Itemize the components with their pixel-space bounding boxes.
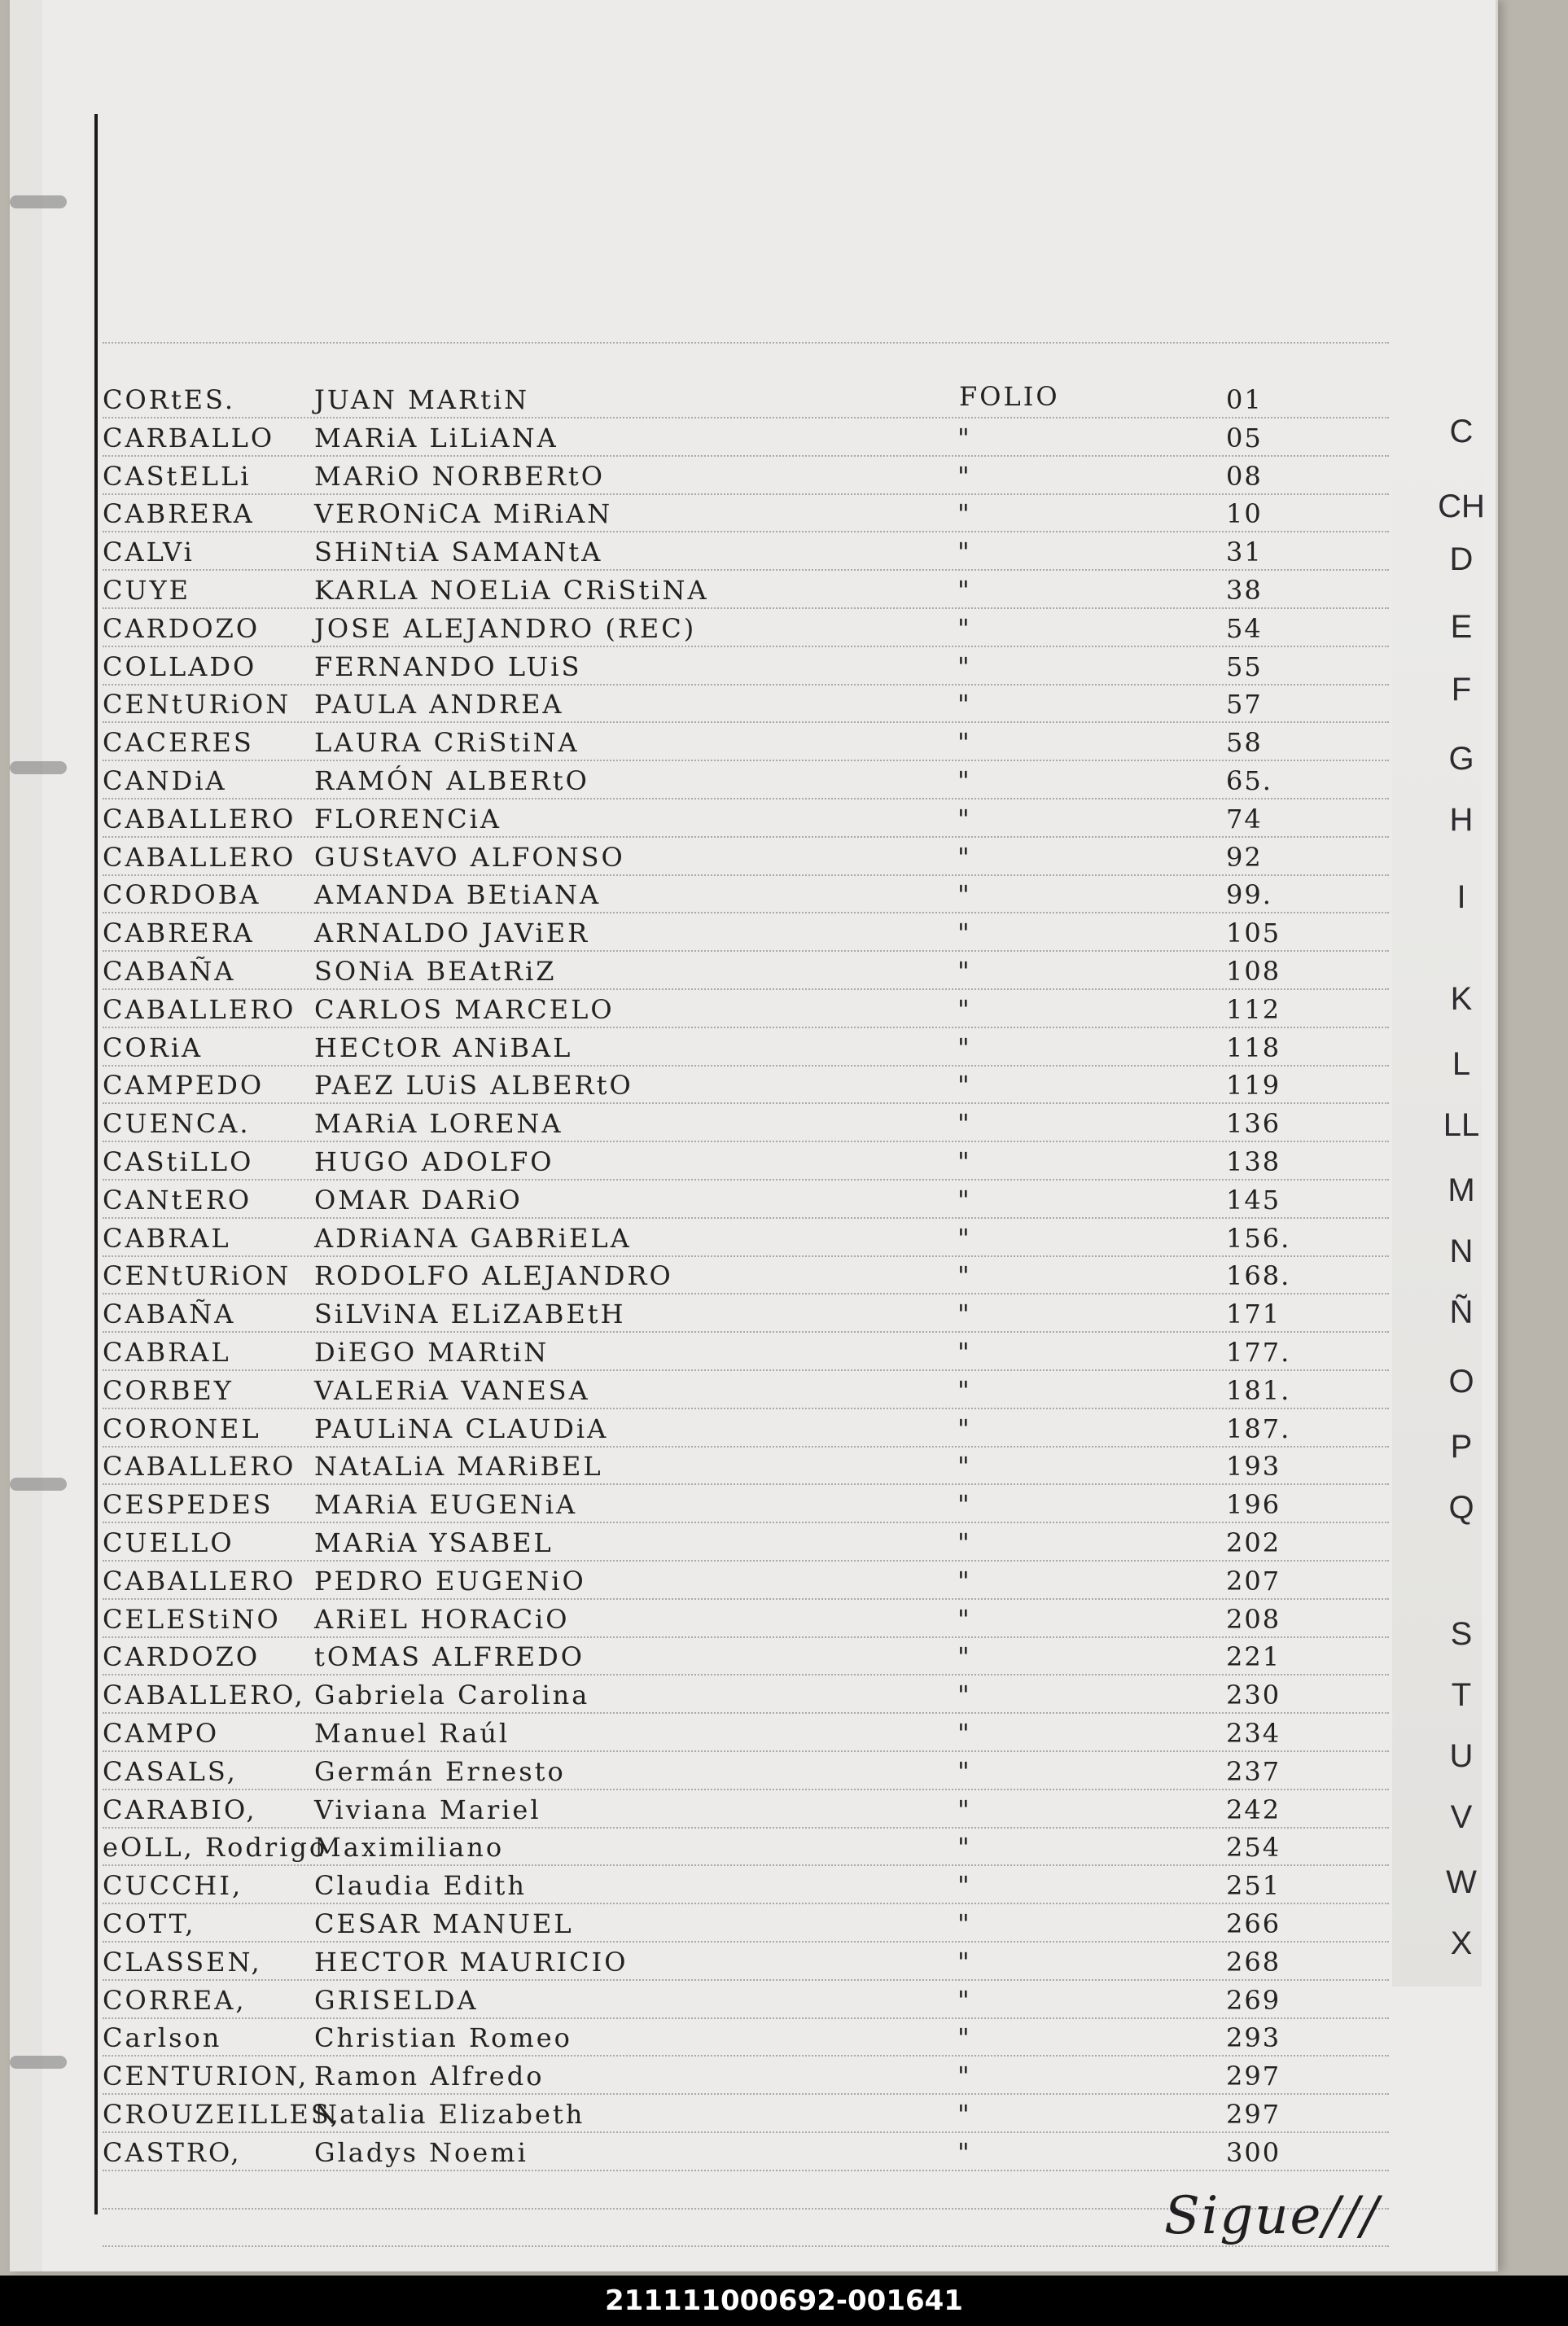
folio-number: 269 bbox=[1226, 1984, 1281, 2016]
first-name: AMANDA BEtiANA bbox=[314, 879, 602, 911]
list-item bbox=[103, 1980, 1389, 2017]
ditto-mark: " bbox=[957, 537, 970, 568]
folio-number: 08 bbox=[1226, 460, 1263, 492]
index-tab[interactable]: X bbox=[1450, 1925, 1473, 1961]
index-tab[interactable]: I bbox=[1456, 879, 1466, 915]
list-item bbox=[103, 799, 1389, 836]
folio-number: 193 bbox=[1226, 1451, 1281, 1483]
last-name: eOLL, Rodrigo bbox=[103, 1832, 328, 1864]
folio-number: 112 bbox=[1226, 993, 1281, 1025]
index-tab[interactable]: W bbox=[1446, 1864, 1477, 1900]
first-name: Maximiliano bbox=[314, 1832, 505, 1864]
ditto-mark: " bbox=[957, 1984, 970, 2016]
last-name: COLLADO bbox=[103, 650, 257, 682]
last-name: CABALLERO, bbox=[103, 1680, 305, 1711]
last-name: CABALLERO bbox=[103, 1565, 296, 1597]
first-name: Gladys Noemi bbox=[314, 2136, 528, 2168]
index-tab[interactable]: O bbox=[1448, 1364, 1474, 1400]
first-name: VERONiCA MiRiAN bbox=[314, 498, 613, 530]
list-item bbox=[103, 608, 1389, 646]
list-item bbox=[103, 418, 1389, 455]
ditto-mark: " bbox=[957, 918, 970, 949]
folio-number: 221 bbox=[1226, 1641, 1281, 1673]
last-name: CORtES. bbox=[103, 384, 235, 415]
folio-number: 105 bbox=[1226, 918, 1281, 949]
list-item bbox=[103, 646, 1389, 684]
index-tab[interactable]: P bbox=[1450, 1429, 1473, 1465]
list-item bbox=[103, 1789, 1389, 1827]
last-name: CAStiLLO bbox=[103, 1146, 254, 1177]
first-name: CARLOS MARCELO bbox=[314, 993, 615, 1025]
ditto-mark: " bbox=[957, 727, 970, 759]
first-name: JOSE ALEJANDRO (REC) bbox=[314, 612, 697, 644]
last-name: CESPEDES bbox=[103, 1489, 274, 1521]
list-item bbox=[103, 1713, 1389, 1750]
list-item bbox=[103, 760, 1389, 798]
last-name: CORiA bbox=[103, 1032, 204, 1063]
last-name: CAMPO bbox=[103, 1718, 220, 1749]
first-name: SHiNtiA SAMANtA bbox=[314, 537, 603, 568]
folio-number: 119 bbox=[1226, 1070, 1281, 1102]
folio-number: 293 bbox=[1226, 2022, 1281, 2054]
last-name: CUCCHI, bbox=[103, 1870, 243, 1902]
first-name: Christian Romeo bbox=[314, 2022, 572, 2054]
list-item bbox=[103, 1141, 1389, 1179]
ditto-mark: " bbox=[957, 1755, 970, 1787]
folio-number: 05 bbox=[1226, 422, 1263, 453]
ditto-mark: " bbox=[957, 1870, 970, 1902]
first-name: PAULiNA CLAUDiA bbox=[314, 1413, 609, 1444]
folio-number: 145 bbox=[1226, 1184, 1281, 1216]
first-name: Viviana Mariel bbox=[314, 1794, 541, 1825]
ditto-mark: " bbox=[957, 422, 970, 453]
list-item bbox=[103, 2132, 1389, 2170]
last-name: CARBALLO bbox=[103, 422, 275, 453]
last-name: CARABIO, bbox=[103, 1794, 257, 1825]
first-name: HECTOR MAURICIO bbox=[314, 1946, 629, 1978]
last-name: CABALLERO bbox=[103, 803, 296, 834]
ditto-mark: " bbox=[957, 575, 970, 606]
last-name: CORREA, bbox=[103, 1984, 247, 2016]
list-item bbox=[103, 1561, 1389, 1598]
list-item bbox=[103, 684, 1389, 721]
binding-strip bbox=[10, 0, 42, 2271]
index-tab[interactable]: Ñ bbox=[1449, 1294, 1474, 1330]
ditto-mark: " bbox=[957, 841, 970, 873]
folio-number: 234 bbox=[1226, 1718, 1281, 1749]
index-tab[interactable]: D bbox=[1449, 541, 1474, 577]
ditto-mark: " bbox=[957, 1832, 970, 1864]
folio-number: 01 bbox=[1226, 384, 1263, 415]
list-item bbox=[103, 1332, 1389, 1369]
folio-number: 136 bbox=[1226, 1108, 1281, 1140]
first-name: ARiEL HORACiO bbox=[314, 1603, 570, 1635]
first-name: MARiO NORBERtO bbox=[314, 460, 605, 492]
ditto-mark: " bbox=[957, 993, 970, 1025]
last-name: CABALLERO bbox=[103, 841, 296, 873]
last-name: CUENCA. bbox=[103, 1108, 251, 1140]
folio-number: 118 bbox=[1226, 1032, 1281, 1063]
first-name: MARiA EUGENiA bbox=[314, 1489, 578, 1521]
last-name: CABRAL bbox=[103, 1337, 231, 1368]
list-item bbox=[103, 1636, 1389, 1674]
ditto-mark: " bbox=[957, 879, 970, 911]
first-name: Gabriela Carolina bbox=[314, 1680, 590, 1711]
last-name: CORONEL bbox=[103, 1413, 261, 1444]
list-item bbox=[103, 874, 1389, 912]
index-tab[interactable]: V bbox=[1450, 1799, 1473, 1835]
last-name: CABAÑA bbox=[103, 956, 236, 987]
list-item bbox=[103, 2056, 1389, 2093]
list-item bbox=[103, 1180, 1389, 1217]
index-tab[interactable]: U bbox=[1449, 1738, 1474, 1774]
ditto-mark: " bbox=[957, 498, 970, 530]
ditto-mark: " bbox=[957, 1527, 970, 1558]
folio-number: 297 bbox=[1226, 2061, 1281, 2092]
index-tab[interactable]: Q bbox=[1448, 1490, 1474, 1526]
ditto-mark: " bbox=[957, 1184, 970, 1216]
first-name: SONiA BEAtRiZ bbox=[314, 956, 557, 987]
folio-number: 168. bbox=[1226, 1260, 1291, 1292]
folio-number: 181. bbox=[1226, 1374, 1291, 1406]
first-name: SiLViNA ELiZABEtH bbox=[314, 1299, 626, 1330]
binding-hole bbox=[10, 1478, 67, 1491]
index-tab[interactable]: M bbox=[1448, 1172, 1475, 1208]
index-tab[interactable]: F bbox=[1451, 672, 1472, 707]
ditto-mark: " bbox=[957, 956, 970, 987]
ditto-mark: " bbox=[957, 1680, 970, 1711]
ditto-mark: " bbox=[957, 1374, 970, 1406]
folio-number: 92 bbox=[1226, 841, 1263, 873]
last-name: CUYE bbox=[103, 575, 191, 606]
first-name: DiEGO MARtiN bbox=[314, 1337, 550, 1368]
ditto-mark: " bbox=[957, 803, 970, 834]
last-name: CORDOBA bbox=[103, 879, 261, 911]
index-tab[interactable]: T bbox=[1451, 1677, 1472, 1713]
first-name: KARLA NOELiA CRiStiNA bbox=[314, 575, 709, 606]
ditto-mark: " bbox=[957, 2022, 970, 2054]
last-name: CASTRO, bbox=[103, 2136, 242, 2168]
last-name: CROUZEILLES, bbox=[103, 2099, 341, 2130]
first-name: JUAN MARtiN bbox=[314, 384, 530, 415]
list-item bbox=[103, 2017, 1389, 2055]
list-item bbox=[103, 913, 1389, 950]
ditto-mark: " bbox=[957, 689, 970, 721]
folio-number: 74 bbox=[1226, 803, 1263, 834]
last-name: CASALS, bbox=[103, 1755, 238, 1787]
folio-number: 297 bbox=[1226, 2099, 1281, 2130]
ditto-mark: " bbox=[957, 1032, 970, 1063]
binding-hole bbox=[10, 195, 67, 208]
last-name: CARDOZO bbox=[103, 1641, 261, 1673]
folio-number: 57 bbox=[1226, 689, 1263, 721]
first-name: Natalia Elizabeth bbox=[314, 2099, 585, 2130]
index-tab[interactable]: LL bbox=[1443, 1107, 1480, 1143]
last-name: CABRAL bbox=[103, 1222, 231, 1254]
first-name: Manuel Raúl bbox=[314, 1718, 510, 1749]
first-name: GRISELDA bbox=[314, 1984, 479, 2016]
first-name: NAtALiA MARiBEL bbox=[314, 1451, 603, 1483]
index-tab[interactable]: CH bbox=[1438, 488, 1485, 524]
folio-number: 237 bbox=[1226, 1755, 1281, 1787]
last-name: COTT, bbox=[103, 1908, 196, 1939]
list-item bbox=[103, 1255, 1389, 1293]
last-name: CORBEY bbox=[103, 1374, 234, 1406]
last-name: CANtERO bbox=[103, 1184, 252, 1216]
last-name: CABALLERO bbox=[103, 1451, 296, 1483]
index-tab[interactable]: E bbox=[1450, 609, 1473, 645]
folio-number: 196 bbox=[1226, 1489, 1281, 1521]
ditto-mark: " bbox=[957, 612, 970, 644]
list-item bbox=[103, 532, 1389, 569]
last-name: CABRERA bbox=[103, 498, 255, 530]
last-name: CLASSEN, bbox=[103, 1946, 262, 1978]
ditto-mark: " bbox=[957, 1337, 970, 1368]
list-item bbox=[103, 1675, 1389, 1712]
folio-number: 54 bbox=[1226, 612, 1263, 644]
list-item bbox=[103, 837, 1389, 874]
list-item bbox=[103, 570, 1389, 607]
last-name: CENTURION, bbox=[103, 2061, 309, 2092]
first-name: Ramon Alfredo bbox=[314, 2061, 545, 2092]
ditto-mark: " bbox=[957, 765, 970, 796]
list-item bbox=[103, 1599, 1389, 1636]
folio-number: 300 bbox=[1226, 2136, 1281, 2168]
first-name: FERNANDO LUiS bbox=[314, 650, 582, 682]
index-tab[interactable]: H bbox=[1449, 802, 1474, 838]
first-name: LAURA CRiStiNA bbox=[314, 727, 580, 759]
last-name: CALVi bbox=[103, 537, 195, 568]
index-tab[interactable]: N bbox=[1449, 1233, 1474, 1269]
first-name: HECtOR ANiBAL bbox=[314, 1032, 573, 1063]
first-name: VALERiA VANESA bbox=[314, 1374, 590, 1406]
ditto-mark: " bbox=[957, 1718, 970, 1749]
ditto-mark: " bbox=[957, 1070, 970, 1102]
ruled-line bbox=[103, 342, 1389, 344]
folio-number: 138 bbox=[1226, 1146, 1281, 1177]
index-tab[interactable]: C bbox=[1449, 414, 1474, 449]
ditto-mark: " bbox=[957, 2061, 970, 2092]
footer-code: 211111000692-001641 bbox=[0, 2276, 1568, 2326]
folio-number: 242 bbox=[1226, 1794, 1281, 1825]
last-name: CANDiA bbox=[103, 765, 227, 796]
folio-number: 108 bbox=[1226, 956, 1281, 987]
ditto-mark: " bbox=[957, 1946, 970, 1978]
first-name: tOMAS ALFREDO bbox=[314, 1641, 585, 1673]
ditto-mark: " bbox=[957, 460, 970, 492]
index-tab[interactable]: S bbox=[1450, 1616, 1473, 1652]
list-item bbox=[103, 1446, 1389, 1483]
first-name: PEDRO EUGENiO bbox=[314, 1565, 586, 1597]
first-name: MARiA LiLiANA bbox=[314, 422, 558, 453]
folio-number: 31 bbox=[1226, 537, 1263, 568]
list-item bbox=[103, 2094, 1389, 2131]
folio-label: FOLIO bbox=[959, 381, 1060, 412]
last-name: CARDOZO bbox=[103, 612, 261, 644]
first-name: PAULA ANDREA bbox=[314, 689, 564, 721]
ruled-line bbox=[103, 2170, 1389, 2171]
list-item bbox=[103, 493, 1389, 531]
first-name: PAEZ LUiS ALBERtO bbox=[314, 1070, 633, 1102]
ditto-mark: " bbox=[957, 1908, 970, 1939]
ditto-mark: " bbox=[957, 1641, 970, 1673]
continuation-signature: Sigue/// bbox=[1164, 2186, 1381, 2246]
list-item bbox=[103, 1103, 1389, 1141]
first-name: MARiA YSABEL bbox=[314, 1527, 554, 1558]
ditto-mark: " bbox=[957, 2136, 970, 2168]
folio-number: 38 bbox=[1226, 575, 1263, 606]
folio-number: 10 bbox=[1226, 498, 1263, 530]
ditto-mark: " bbox=[957, 1222, 970, 1254]
list-item bbox=[103, 1027, 1389, 1065]
last-name: Carlson bbox=[103, 2022, 222, 2054]
last-name: CENtURiON bbox=[103, 689, 291, 721]
ditto-mark: " bbox=[957, 1603, 970, 1635]
ditto-mark: " bbox=[957, 1299, 970, 1330]
binding-hole bbox=[10, 761, 67, 774]
first-name: ADRiANA GABRiELA bbox=[314, 1222, 632, 1254]
list-item bbox=[103, 951, 1389, 988]
last-name: CENtURiON bbox=[103, 1260, 291, 1292]
folio-number: 99. bbox=[1226, 879, 1272, 911]
last-name: CABALLERO bbox=[103, 993, 296, 1025]
first-name: Claudia Edith bbox=[314, 1870, 527, 1902]
folio-number: 207 bbox=[1226, 1565, 1281, 1597]
list-item bbox=[103, 1484, 1389, 1522]
first-name: Germán Ernesto bbox=[314, 1755, 566, 1787]
ditto-mark: " bbox=[957, 1565, 970, 1597]
ditto-mark: " bbox=[957, 1413, 970, 1444]
ditto-mark: " bbox=[957, 1794, 970, 1825]
ditto-mark: " bbox=[957, 650, 970, 682]
list-item bbox=[103, 1370, 1389, 1408]
first-name: MARiA LORENA bbox=[314, 1108, 563, 1140]
list-item bbox=[103, 456, 1389, 493]
list-item bbox=[103, 722, 1389, 760]
last-name: CABRERA bbox=[103, 918, 255, 949]
margin-line bbox=[94, 114, 98, 2214]
list-item bbox=[103, 1827, 1389, 1864]
folio-number: 171 bbox=[1226, 1299, 1281, 1330]
list-item bbox=[103, 1294, 1389, 1331]
ditto-mark: " bbox=[957, 1260, 970, 1292]
folio-number: 268 bbox=[1226, 1946, 1281, 1978]
ditto-mark: " bbox=[957, 1489, 970, 1521]
folio-number: 202 bbox=[1226, 1527, 1281, 1558]
folio-number: 254 bbox=[1226, 1832, 1281, 1864]
folio-number: 177. bbox=[1226, 1337, 1291, 1368]
first-name: OMAR DARiO bbox=[314, 1184, 523, 1216]
index-tab[interactable]: K bbox=[1450, 981, 1473, 1017]
ditto-mark: " bbox=[957, 1451, 970, 1483]
list-item bbox=[103, 1408, 1389, 1446]
first-name: ARNALDO JAViER bbox=[314, 918, 590, 949]
list-item bbox=[103, 1751, 1389, 1789]
first-name: RODOLFO ALEJANDRO bbox=[314, 1260, 673, 1292]
list-item bbox=[103, 989, 1389, 1027]
list-item bbox=[103, 1942, 1389, 1979]
list-item bbox=[103, 1065, 1389, 1102]
binding-hole bbox=[10, 2056, 67, 2069]
last-name: CUELLO bbox=[103, 1527, 234, 1558]
last-name: CABAÑA bbox=[103, 1299, 236, 1330]
index-tab[interactable]: L bbox=[1452, 1046, 1471, 1082]
folio-number: 65. bbox=[1226, 765, 1272, 796]
first-name: FLORENCiA bbox=[314, 803, 501, 834]
first-name: GUStAVO ALFONSO bbox=[314, 841, 625, 873]
list-item bbox=[103, 1903, 1389, 1941]
ditto-mark: " bbox=[957, 1146, 970, 1177]
first-name: HUGO ADOLFO bbox=[314, 1146, 554, 1177]
ditto-mark: " bbox=[957, 2099, 970, 2130]
first-name: RAMÓN ALBERtO bbox=[314, 765, 589, 796]
list-item bbox=[103, 1218, 1389, 1255]
index-tab[interactable]: G bbox=[1448, 741, 1474, 777]
last-name: CAStELLi bbox=[103, 460, 252, 492]
folio-number: 58 bbox=[1226, 727, 1263, 759]
last-name: CAMPEDO bbox=[103, 1070, 265, 1102]
folio-number: 208 bbox=[1226, 1603, 1281, 1635]
folio-number: 187. bbox=[1226, 1413, 1291, 1444]
folio-number: 156. bbox=[1226, 1222, 1291, 1254]
folio-number: 230 bbox=[1226, 1680, 1281, 1711]
last-name: CELEStiNO bbox=[103, 1603, 281, 1635]
folio-number: 251 bbox=[1226, 1870, 1281, 1902]
ditto-mark: " bbox=[957, 1108, 970, 1140]
folio-number: 266 bbox=[1226, 1908, 1281, 1939]
folio-number: 55 bbox=[1226, 650, 1263, 682]
first-name: CESAR MANUEL bbox=[314, 1908, 574, 1939]
list-item bbox=[103, 1522, 1389, 1560]
last-name: CACERES bbox=[103, 727, 254, 759]
list-item bbox=[103, 1865, 1389, 1903]
list-item bbox=[103, 379, 1389, 417]
